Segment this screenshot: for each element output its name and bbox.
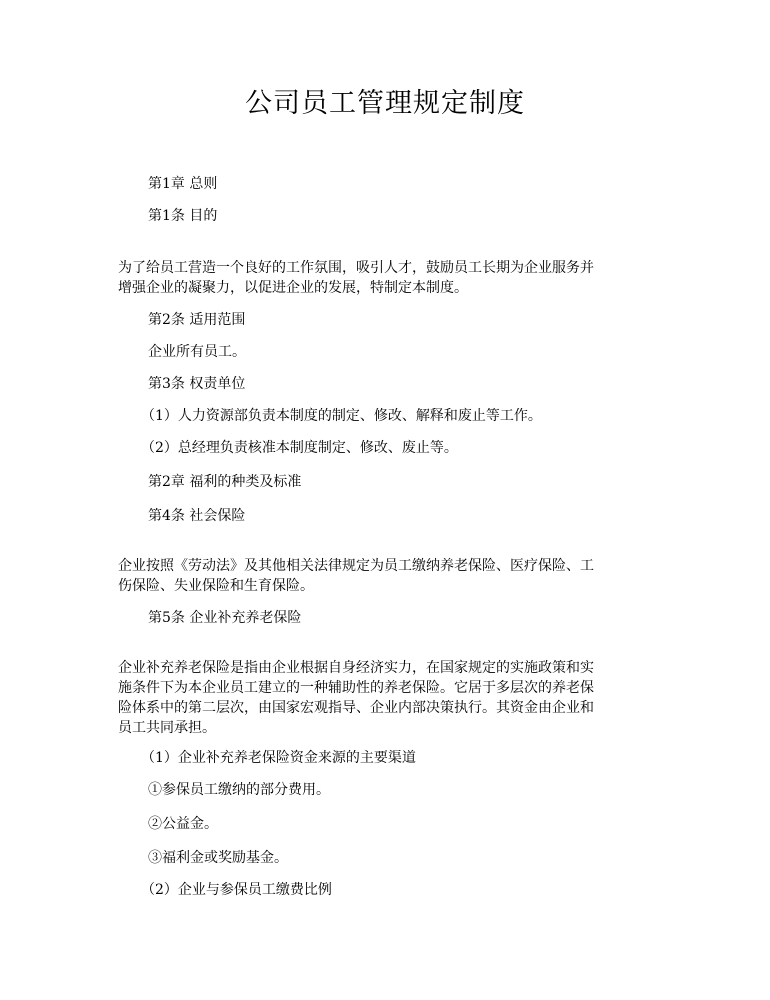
paragraph-line: 企业所有员工。 [148, 344, 246, 360]
list-item: ①参保员工缴纳的部分费用。 [148, 782, 330, 798]
article-heading: 第3条 权责单位 [148, 376, 246, 392]
paragraph-line: 增强企业的凝聚力，以促进企业的发展，特制定本制度。 [118, 280, 468, 296]
paragraph-line: 企业按照《劳动法》及其他相关法律规定为员工缴纳养老保险、医疗保险、工 [118, 558, 594, 574]
article-heading: 第5条 企业补充养老保险 [148, 610, 302, 626]
chapter-heading: 第2章 福利的种类及标准 [148, 474, 302, 490]
paragraph-line: 伤保险、失业保险和生育保险。 [118, 578, 314, 594]
list-item: ②公益金。 [148, 816, 218, 832]
list-item: （2）总经理负责核准本制度制定、修改、废止等。 [141, 440, 458, 456]
article-heading: 第1条 目的 [148, 208, 218, 224]
list-item: （2）企业与参保员工缴费比例 [141, 882, 332, 898]
paragraph-line: 企业补充养老保险是指由企业根据自身经济实力，在国家规定的实施政策和实 [118, 660, 594, 676]
list-item: （1）企业补充养老保险资金来源的主要渠道 [141, 750, 416, 766]
list-item: （1）人力资源部负责本制度的制定、修改、解释和废止等工作。 [141, 408, 542, 424]
paragraph-line: 为了给员工营造一个良好的工作氛围，吸引人才，鼓励员工长期为企业服务并 [118, 260, 594, 276]
list-item: ③福利金或奖励基金。 [148, 850, 288, 866]
paragraph-line: 施条件下为本企业员工建立的一种辅助性的养老保险。它居于多层次的养老保 [118, 680, 594, 696]
chapter-heading: 第1章 总则 [148, 176, 218, 192]
article-heading: 第4条 社会保险 [148, 508, 246, 524]
document-title: 公司员工管理规定制度 [245, 88, 525, 119]
paragraph-line: 险体系中的第二层次，由国家宏观指导、企业内部决策执行。其资金由企业和 [118, 700, 594, 716]
paragraph-line: 员工共同承担。 [118, 720, 216, 736]
article-heading: 第2条 适用范围 [148, 312, 246, 328]
